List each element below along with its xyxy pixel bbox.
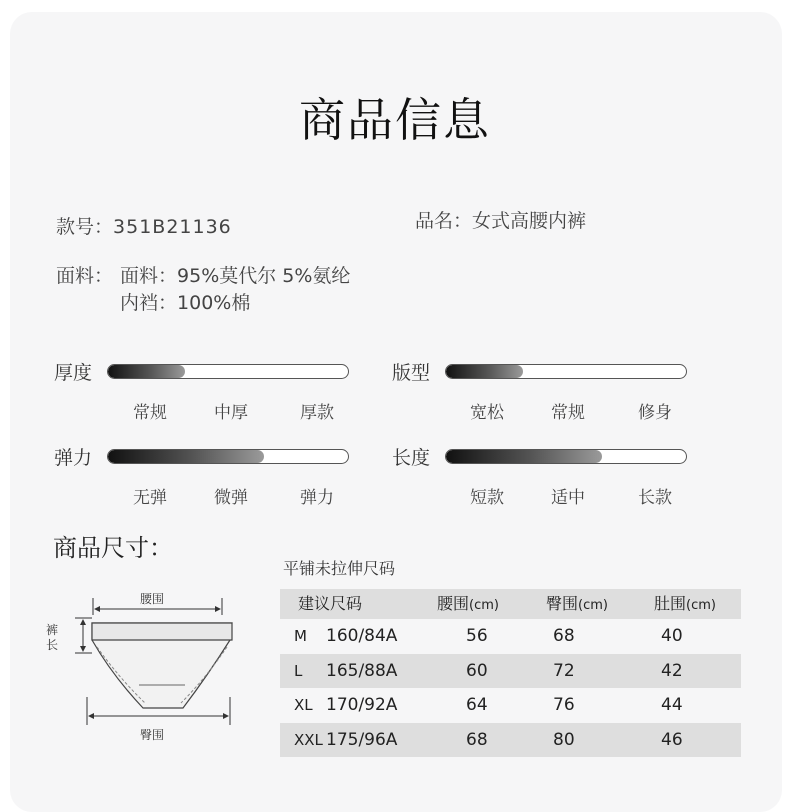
material-fabric-value: 95%莫代尔 5%氨纶: [177, 265, 351, 287]
cell-size-spec: 175/96A: [326, 729, 398, 750]
attribute-scale-bar: [107, 364, 349, 379]
size-table: [280, 589, 741, 757]
product-name-value: 女式高腰内裤: [472, 210, 587, 232]
attribute-scale-bar: [445, 449, 687, 464]
attribute-label: 长度: [392, 447, 431, 469]
cell-waist: 60: [466, 660, 488, 681]
attribute-scale-fill: [108, 450, 264, 463]
table-header-row: [280, 589, 741, 619]
attribute-tick-label: 短款: [470, 488, 504, 508]
cell-size-spec: 160/84A: [326, 626, 398, 646]
attribute-scale-fill: [446, 365, 523, 378]
attribute-tick-label: 中厚: [214, 403, 248, 423]
cell-belly: 46: [661, 729, 683, 750]
attribute-scale-fill: [108, 365, 185, 378]
material-fabric: [120, 261, 350, 288]
header-waist: 腰围(cm): [437, 594, 499, 613]
table-row: [280, 688, 741, 723]
cell-belly: 42: [661, 660, 683, 681]
cell-size-spec: 165/88A: [326, 660, 398, 681]
diagram-waist-label: 腰围: [140, 592, 165, 606]
attribute-tick-label: 常规: [133, 403, 167, 423]
table-row: [280, 654, 741, 689]
cell-waist: 68: [466, 729, 488, 750]
header-size: 建议尺码: [298, 594, 363, 613]
attribute-scale-bar: [107, 449, 349, 464]
brief-diagram: [40, 585, 250, 750]
attribute-tick-label: 微弹: [214, 488, 248, 508]
cell-waist: 56: [466, 626, 488, 646]
cell-size-code: XXL: [294, 730, 323, 749]
attribute-scale-fill: [446, 450, 602, 463]
product-name: [415, 206, 586, 233]
table-row: [280, 619, 741, 654]
header-belly: 肚围(cm): [654, 594, 716, 613]
material-label: 面料：: [56, 265, 114, 287]
material-lining: [120, 288, 250, 315]
diagram-hip-label: 臀围: [140, 728, 165, 742]
attribute-scale-bar: [445, 364, 687, 379]
material-lining-label: 内裆：: [120, 292, 178, 314]
page-title: 商品信息: [299, 93, 491, 147]
cell-size-spec: 170/92A: [326, 695, 398, 715]
material-lining-value: 100%棉: [177, 292, 251, 314]
diagram-length-label: 裤长: [46, 623, 59, 652]
table-body: [280, 619, 741, 757]
size-section-title: 商品尺寸：: [53, 534, 173, 562]
cell-belly: 44: [661, 695, 683, 715]
style-number: [56, 212, 232, 239]
attribute-tick-label: 无弹: [133, 488, 167, 508]
attribute-tick-label: 适中: [551, 488, 585, 508]
attribute-tick-label: 厚款: [300, 403, 334, 423]
cell-size-code: M: [294, 627, 307, 645]
cell-waist: 64: [466, 695, 488, 715]
header-hip: 臀围(cm): [546, 594, 608, 613]
attribute-tick-label: 常规: [551, 403, 585, 423]
cell-size-code: XL: [294, 696, 313, 714]
cell-hip: 80: [553, 729, 575, 750]
cell-belly: 40: [661, 626, 683, 646]
size-table-subtitle: 平铺未拉伸尺码: [283, 559, 396, 578]
cell-hip: 72: [553, 660, 575, 681]
style-number-label: 款号：: [56, 216, 114, 238]
attribute-label: 厚度: [54, 362, 93, 384]
attribute-tick-label: 弹力: [300, 488, 334, 508]
style-number-value: 351B21136: [113, 216, 232, 238]
material-fabric-label: 面料：: [120, 265, 178, 287]
product-name-label: 品名：: [415, 210, 473, 232]
attribute-tick-label: 宽松: [470, 403, 504, 423]
cell-hip: 68: [553, 626, 575, 646]
cell-size-code: L: [294, 661, 303, 680]
table-row: [280, 723, 741, 758]
cell-hip: 76: [553, 695, 575, 715]
attribute-label: 版型: [392, 362, 431, 384]
attribute-label: 弹力: [54, 447, 93, 469]
attribute-tick-label: 修身: [638, 403, 672, 423]
attribute-tick-label: 长款: [638, 488, 672, 508]
